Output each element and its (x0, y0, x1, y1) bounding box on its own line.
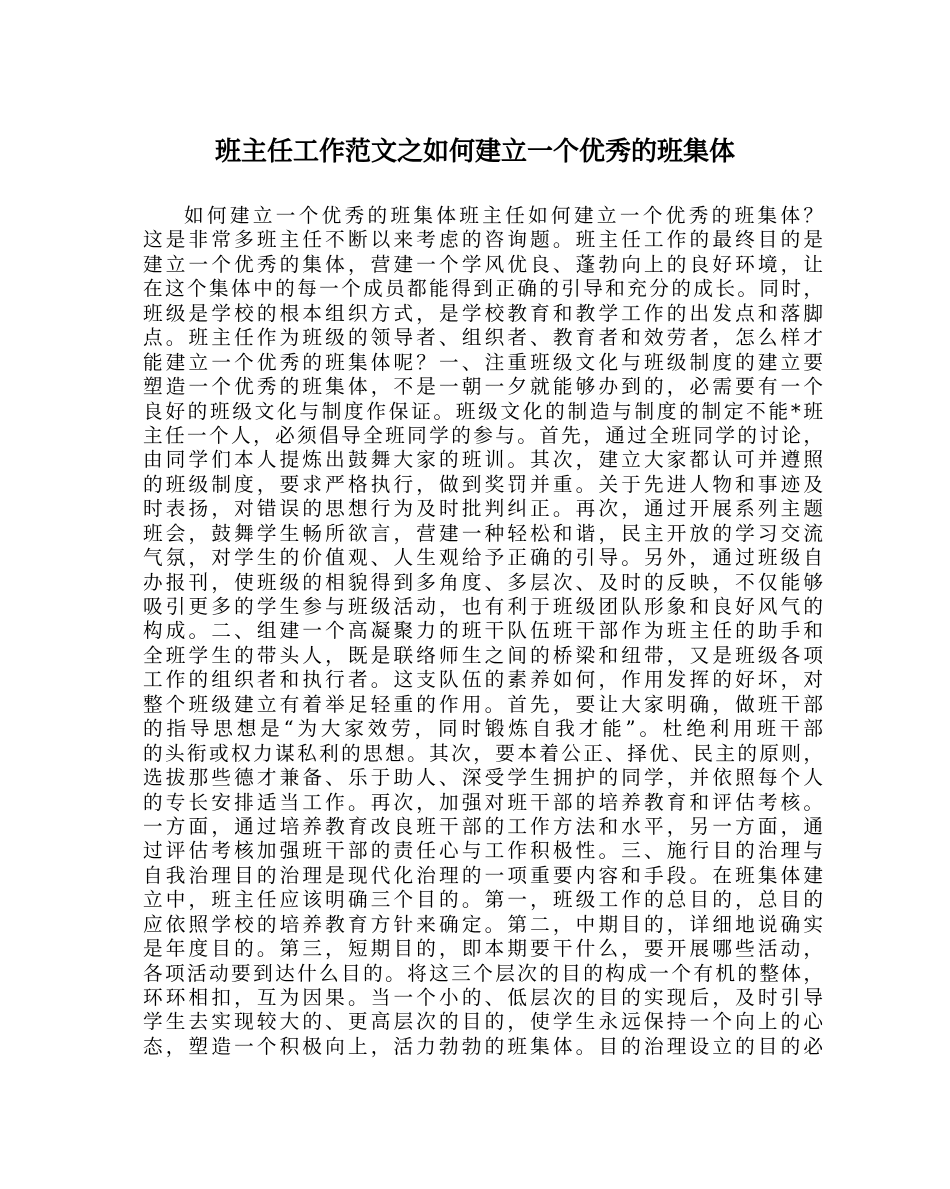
document-title: 班主任工作范文之如何建立一个优秀的班集体 (214, 137, 735, 167)
body-line: 应依照学校的培养教育方针来确定。第二，中期目的，详细地说确实 (143, 912, 823, 936)
body-line: 时表扬，对错误的思想行为及时批判纠正。再次，通过开展系列主题 (143, 497, 823, 521)
body-line: 工作的组织者和执行者。这支队伍的素养如何，作用发挥的好坏，对 (143, 668, 823, 692)
body-line: 良好的班级文化与制度作保证。班级文化的制造与制度的制定不能*班 (143, 399, 823, 423)
body-line: 气氛，对学生的价值观、人生观给予正确的引导。另外，通过班级自 (143, 546, 823, 570)
body-line: 的班级制度，要求严格执行，做到奖罚并重。关于先进人物和事迹及 (143, 472, 823, 496)
body-line: 整个班级建立有着举足轻重的作用。首先，要让大家明确，做班干部 (143, 692, 823, 716)
body-line: 态，塑造一个积极向上，活力勃勃的班集体。目的治理设立的目的必 (143, 1034, 823, 1058)
body-line: 的专长安排适当工作。再次，加强对班干部的培养教育和评估考核。 (143, 790, 823, 814)
body-line: 点。班主任作为班级的领导者、组织者、教育者和效劳者，怎么样才 (143, 326, 823, 350)
body-line: 在这个集体中的每一个成员都能得到正确的引导和充分的成长。同时， (143, 277, 823, 301)
body-line: 建立一个优秀的集体，营建一个学风优良、蓬勃向上的良好环境，让 (143, 252, 823, 276)
body-line: 这是非常多班主任不断以来考虑的咨询题。班主任工作的最终目的是 (143, 228, 823, 252)
body-line: 主任一个人，必须倡导全班同学的参与。首先，通过全班同学的讨论， (143, 423, 823, 447)
body-line: 如何建立一个优秀的班集体班主任如何建立一个优秀的班集体？ (184, 204, 823, 227)
body-line: 构成。二、组建一个高凝聚力的班干队伍班干部作为班主任的助手和 (143, 619, 823, 643)
body-line: 班级是学校的根本组织方式，是学校教育和教学工作的出发点和落脚 (143, 301, 823, 325)
body-line: 班会，鼓舞学生畅所欲言，营建一种轻松和谐，民主开放的学习交流 (143, 521, 823, 545)
body-line: 学生去实现较大的、更高层次的目的，使学生永远保持一个向上的心 (143, 1010, 823, 1034)
body-line: 选拔那些德才兼备、乐于助人、深受学生拥护的同学，并依照每个人 (143, 766, 823, 790)
body-line: 是年度目的。第三，短期目的，即本期要干什么，要开展哪些活动， (143, 937, 823, 961)
body-line: 办报刊，使班级的相貌得到多角度、多层次、及时的反映，不仅能够 (143, 570, 823, 594)
body-line: 的指导思想是“为大家效劳，同时锻炼自我才能”。杜绝利用班干部 (143, 717, 823, 741)
body-line: 能建立一个优秀的班集体呢？一、注重班级文化与班级制度的建立要 (143, 350, 823, 374)
body-line: 环环相扣，互为因果。当一个小的、低层次的目的实现后，及时引导 (143, 986, 823, 1009)
body-line: 过评估考核加强班干部的责任心与工作积极性。三、施行目的治理与 (143, 839, 823, 863)
document-body (143, 204, 823, 1059)
body-line: 由同学们本人提炼出鼓舞大家的班训。其次，建立大家都认可并遵照 (143, 448, 823, 472)
body-line: 自我治理目的治理是现代化治理的一项重要内容和手段。在班集体建 (143, 863, 823, 887)
body-line: 立中，班主任应该明确三个目的。第一，班级工作的总目的，总目的 (143, 888, 823, 912)
body-line: 一方面，通过培养教育改良班干部的工作方法和水平，另一方面，通 (143, 814, 823, 838)
body-line: 的头衔或权力谋私利的思想。其次，要本着公正、择优、民主的原则， (143, 741, 823, 765)
body-line: 全班学生的带头人，既是联络师生之间的桥梁和纽带，又是班级各项 (143, 643, 823, 667)
body-line: 塑造一个优秀的班集体，不是一朝一夕就能够办到的，必需要有一个 (143, 375, 823, 399)
body-line: 吸引更多的学生参与班级活动，也有利于班级团队形象和良好风气的 (143, 595, 823, 618)
body-line: 各项活动要到达什么目的。将这三个层次的目的构成一个有机的整体， (143, 961, 823, 985)
